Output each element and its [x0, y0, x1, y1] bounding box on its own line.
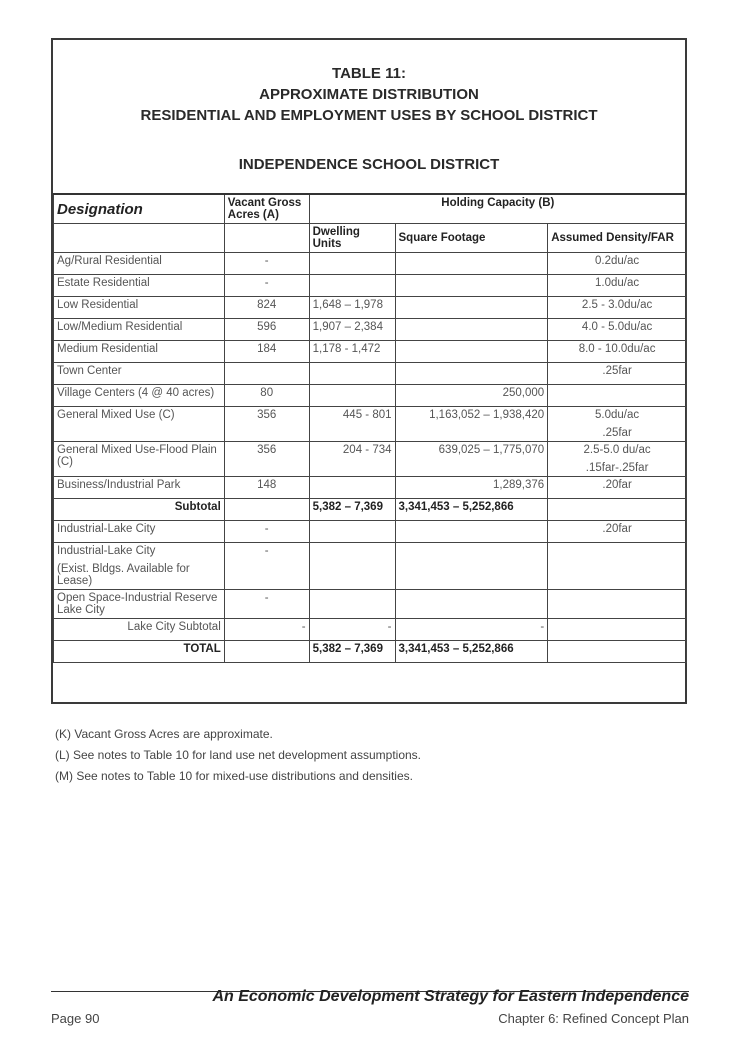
cell-density	[548, 619, 687, 641]
cell-designation: Ag/Rural Residential	[54, 253, 225, 275]
cell-designation: Low Residential	[54, 297, 225, 319]
title-line-1: TABLE 11:	[332, 65, 406, 82]
table-row	[54, 407, 687, 442]
cell-units: 1,648 – 1,978	[309, 297, 395, 319]
density-line-2: .15far-.25far	[585, 462, 649, 474]
page-number: Page 90	[51, 1011, 100, 1026]
table-row	[54, 521, 687, 543]
table-notes	[55, 724, 421, 787]
cell-density	[548, 641, 687, 663]
note-l: (L) See notes to Table 10 for land use net development assumptions.	[55, 748, 422, 762]
cell-units	[309, 253, 395, 275]
cell-density	[548, 385, 687, 407]
cell-sqft: 250,000	[395, 385, 548, 407]
lake-subtotal-acres: -	[224, 619, 309, 641]
table-row	[54, 319, 687, 341]
cell-designation: Industrial-Lake City	[54, 521, 225, 543]
header-vacant-acres: Vacant Gross Acres (A)	[224, 194, 309, 224]
title-line-2: APPROXIMATE DISTRIBUTION	[259, 86, 479, 103]
chapter-label: Chapter 6: Refined Concept Plan	[498, 1011, 689, 1026]
header-square-footage: Square Footage	[395, 224, 548, 253]
cell-units	[309, 477, 395, 499]
header-blank	[224, 224, 309, 253]
cell-acres	[224, 499, 309, 521]
cell-designation: Open Space-Industrial Reserve Lake City	[54, 590, 225, 619]
header-designation: Designation	[54, 194, 225, 224]
table-row	[54, 442, 687, 477]
total-row	[54, 641, 687, 663]
lake-subtotal-sqft: -	[395, 619, 548, 641]
cell-density	[548, 543, 687, 590]
cell-designation: General Mixed Use-Flood Plain (C)	[54, 442, 225, 477]
cell-units	[309, 521, 395, 543]
cell-designation: Village Centers (4 @ 40 acres)	[54, 385, 225, 407]
cell-units	[309, 543, 395, 590]
cell-acres: 356	[224, 442, 309, 477]
subtotal-units: 5,382 – 7,369	[309, 499, 395, 521]
designation-note: (Exist. Bldgs. Available for Lease)	[57, 563, 190, 587]
table-title	[53, 63, 685, 126]
cell-density	[548, 499, 687, 521]
cell-acres: -	[224, 521, 309, 543]
cell-sqft	[395, 590, 548, 619]
cell-sqft	[395, 543, 548, 590]
cell-sqft	[395, 341, 548, 363]
total-label: TOTAL	[54, 641, 225, 663]
table-row	[54, 275, 687, 297]
table-row	[54, 477, 687, 499]
cell-designation: Estate Residential	[54, 275, 225, 297]
cell-sqft: 639,025 – 1,775,070	[395, 442, 548, 477]
lake-subtotal-units: -	[309, 619, 395, 641]
cell-density: .20far	[548, 521, 687, 543]
cell-sqft	[395, 253, 548, 275]
cell-acres: -	[224, 543, 309, 590]
table-frame	[51, 38, 687, 704]
table-row	[54, 253, 687, 275]
cell-units: 204 - 734	[309, 442, 395, 477]
table-row	[54, 363, 687, 385]
cell-units	[309, 385, 395, 407]
total-sqft: 3,341,453 – 5,252,866	[395, 641, 548, 663]
cell-density: 8.0 - 10.0du/ac	[548, 341, 687, 363]
subtotal-label: Subtotal	[54, 499, 225, 521]
cell-designation: Business/Industrial Park	[54, 477, 225, 499]
cell-units: 445 - 801	[309, 407, 395, 442]
cell-density: 0.2du/ac	[548, 253, 687, 275]
title-line-3: RESIDENTIAL AND EMPLOYMENT USES BY SCHOOL DISTRICT	[140, 107, 598, 124]
cell-acres: -	[224, 590, 309, 619]
cell-density: 2.5 - 3.0du/ac	[548, 297, 687, 319]
note-k: (K) Vacant Gross Acres are approximate.	[55, 727, 273, 741]
cell-density	[548, 590, 687, 619]
cell-acres: 80	[224, 385, 309, 407]
cell-acres	[224, 363, 309, 385]
header-row-2	[54, 224, 687, 253]
table-row	[54, 385, 687, 407]
cell-designation: Town Center	[54, 363, 225, 385]
cell-sqft	[395, 319, 548, 341]
cell-acres: 148	[224, 477, 309, 499]
cell-sqft: 1,289,376	[395, 477, 548, 499]
table-row	[54, 543, 687, 590]
cell-density: .20far	[548, 477, 687, 499]
cell-designation	[54, 543, 225, 590]
district-title: INDEPENDENCE SCHOOL DISTRICT	[238, 156, 500, 173]
header-row-1	[54, 194, 687, 224]
cell-sqft	[395, 363, 548, 385]
cell-density	[548, 442, 687, 477]
cell-density: .25far	[548, 363, 687, 385]
cell-units	[309, 275, 395, 297]
cell-acres	[224, 641, 309, 663]
cell-sqft	[395, 275, 548, 297]
cell-sqft	[395, 297, 548, 319]
header-dwelling-units: Dwelling Units	[309, 224, 395, 253]
header-holding-capacity: Holding Capacity (B)	[309, 194, 686, 224]
subtotal-row	[54, 499, 687, 521]
cell-acres: 356	[224, 407, 309, 442]
density-line-1: 5.0du/ac	[595, 409, 640, 421]
cell-density: 1.0du/ac	[548, 275, 687, 297]
footer-title: An Economic Development Strategy for Eastern Independence	[212, 988, 689, 1005]
designation-line-1: Industrial-Lake City	[57, 545, 156, 557]
cell-units	[309, 590, 395, 619]
table-row	[54, 590, 687, 619]
note-m: (M) See notes to Table 10 for mixed-use distributions and densities.	[55, 769, 413, 783]
cell-sqft	[395, 521, 548, 543]
cell-acres: 824	[224, 297, 309, 319]
cell-designation: Medium Residential	[54, 341, 225, 363]
header-density: Assumed Density/FAR	[548, 224, 687, 253]
cell-designation: General Mixed Use (C)	[54, 407, 225, 442]
cell-acres: 596	[224, 319, 309, 341]
total-units: 5,382 – 7,369	[309, 641, 395, 663]
cell-acres: 184	[224, 341, 309, 363]
lake-subtotal-row	[54, 619, 687, 641]
distribution-table	[53, 193, 687, 663]
subtotal-sqft: 3,341,453 – 5,252,866	[395, 499, 548, 521]
header-blank	[54, 224, 225, 253]
cell-units: 1,907 – 2,384	[309, 319, 395, 341]
lake-subtotal-label: Lake City Subtotal	[54, 619, 225, 641]
cell-density	[548, 407, 687, 442]
cell-units: 1,178 - 1,472	[309, 341, 395, 363]
table-row	[54, 297, 687, 319]
cell-designation: Low/Medium Residential	[54, 319, 225, 341]
density-line-2: .25far	[602, 427, 632, 439]
cell-acres: -	[224, 253, 309, 275]
cell-units	[309, 363, 395, 385]
density-line-1: 2.5-5.0 du/ac	[583, 444, 651, 456]
cell-acres: -	[224, 275, 309, 297]
table-row	[54, 341, 687, 363]
cell-density: 4.0 - 5.0du/ac	[548, 319, 687, 341]
cell-sqft: 1,163,052 – 1,938,420	[395, 407, 548, 442]
